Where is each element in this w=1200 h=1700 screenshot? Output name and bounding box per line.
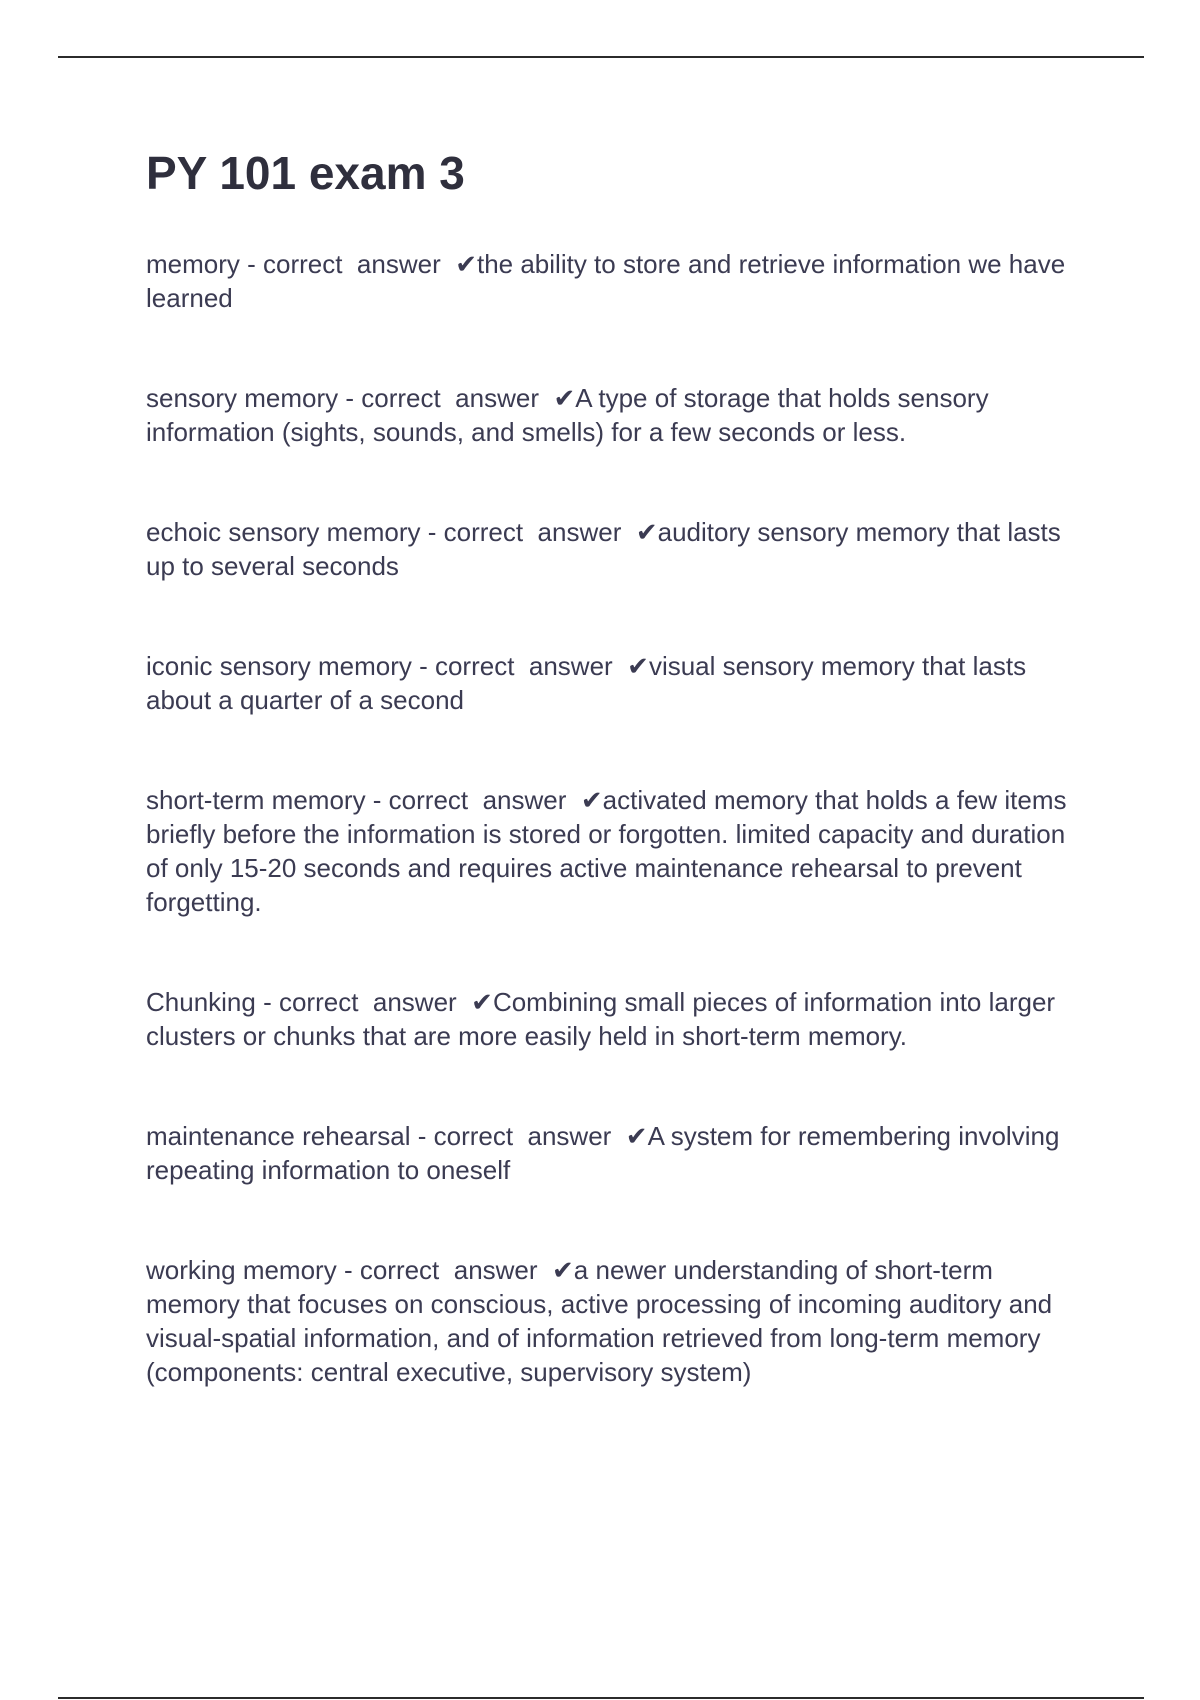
entry-separator: - correct answer: [255, 987, 472, 1017]
checkmark-icon: ✔: [552, 1255, 574, 1285]
checkmark-icon: ✔: [627, 651, 649, 681]
bottom-rule: [58, 1697, 1144, 1699]
entry-definition: Combining small pieces of information into larger clusters or chunks that are more easily held in short-term memory.: [146, 987, 1056, 1051]
entry-separator: - correct answer: [338, 383, 554, 413]
entry-definition: visual sensory memory that lasts about a quarter of a second: [146, 651, 1027, 715]
entry-definition: A system for remembering involving repeating information to oneself: [146, 1121, 1060, 1185]
entry-separator: - correct answer: [365, 785, 581, 815]
entry-definition: A type of storage that holds sensory information (sights, sounds, and smells) for a few seconds or less.: [146, 383, 989, 447]
list-item: [146, 783, 1086, 919]
entry-definition: activated memory that holds a few items briefly before the information is stored or forgotten. limited capacity and duration of only 15-20 seconds and requires active maintenance rehearsal to prevent forgetting.: [146, 785, 1067, 917]
list-item: [146, 247, 1086, 315]
checkmark-icon: ✔: [635, 517, 658, 547]
entry-separator: - correct answer: [420, 517, 636, 547]
checkmark-icon: ✔: [580, 785, 603, 815]
entry-separator: - correct answer: [239, 249, 456, 279]
checkmark-icon: ✔: [455, 249, 477, 279]
checkmark-icon: ✔: [625, 1121, 648, 1151]
entry-term: Chunking: [146, 987, 256, 1017]
checkmark-icon: ✔: [553, 383, 576, 413]
list-item: [146, 985, 1086, 1053]
list-item: [146, 515, 1086, 583]
entry-term: maintenance rehearsal: [146, 1121, 411, 1151]
entry-separator: - correct answer: [336, 1255, 552, 1285]
entry-definition: a newer understanding of short-term memory that focuses on conscious, active processing of incoming auditory and visual-spatial information, and of information retrieved from long-term memory (components: central executive, supervisory system): [146, 1255, 1053, 1387]
entry-term: echoic sensory memory: [146, 517, 421, 547]
entry-list: [146, 247, 1086, 1389]
entry-term: sensory memory: [146, 383, 339, 413]
document-body: [146, 145, 1086, 1455]
entry-separator: - correct answer: [411, 651, 628, 681]
checkmark-icon: ✔: [471, 987, 493, 1017]
entry-term: iconic sensory memory: [146, 651, 412, 681]
entry-definition: the ability to store and retrieve information we have learned: [146, 249, 1066, 313]
list-item: [146, 381, 1086, 449]
entry-separator: - correct answer: [410, 1121, 626, 1151]
top-rule: [58, 56, 1144, 58]
entry-term: short-term memory: [146, 785, 366, 815]
list-item: [146, 649, 1086, 717]
entry-term: working memory: [146, 1255, 337, 1285]
list-item: [146, 1119, 1086, 1187]
list-item: [146, 1253, 1086, 1389]
entry-term: memory: [146, 249, 240, 279]
entry-definition: auditory sensory memory that lasts up to several seconds: [146, 517, 1061, 581]
page-title: PY 101 exam 3: [146, 147, 465, 199]
